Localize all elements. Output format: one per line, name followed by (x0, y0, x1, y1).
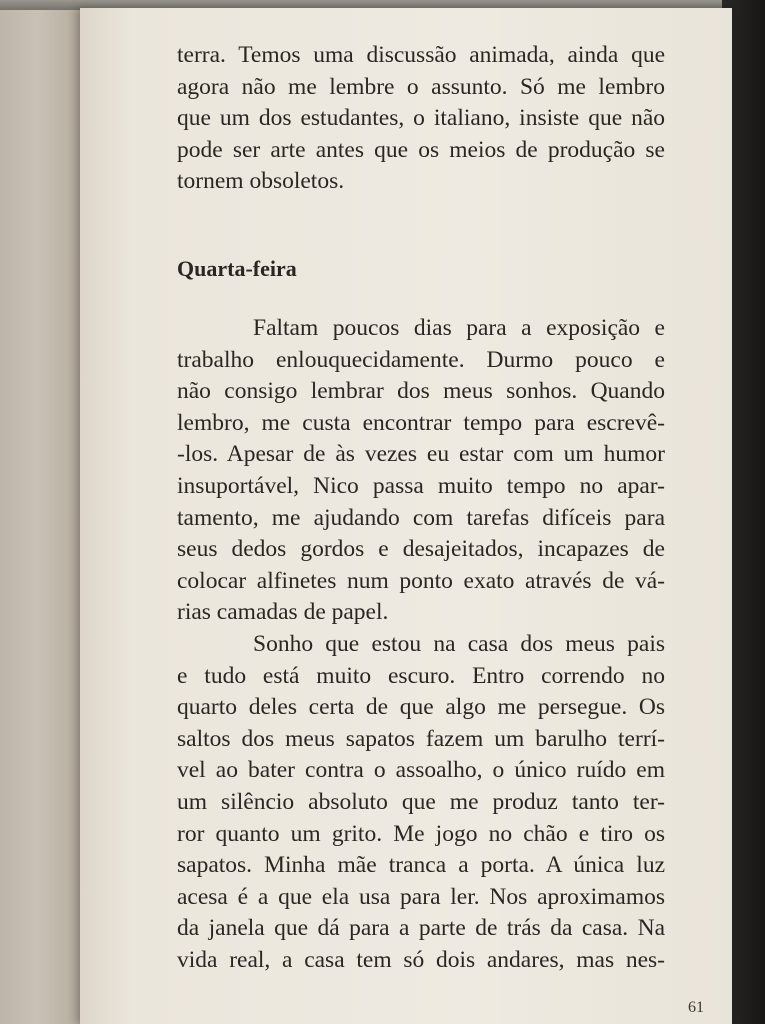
text-line: trabalho enlouquecidamente. Durmo pouco e (177, 346, 665, 373)
top-paragraph (177, 40, 665, 198)
text-line: colocar alfinetes num ponto exato através de vá- (177, 567, 665, 594)
page-number: 61 (688, 999, 704, 1016)
text-line: ror quanto um grito. Me jogo no chão e tiro os (177, 820, 665, 847)
text-line: quarto deles certa de que algo me persegue. Os (177, 694, 665, 721)
text-line: terra. Temos uma discussão animada, ainda que (177, 42, 665, 68)
text-line: pode ser arte antes que os meios de produção se (177, 136, 665, 163)
text-line: -los. Apesar de às vezes eu estar com um humor (177, 441, 665, 468)
text-line: tamento, me ajudando com tarefas difíceis para (177, 504, 665, 531)
text-line: seus dedos gordos e desajeitados, incapazes de (177, 536, 665, 563)
text-line: um silêncio absoluto que me produz tanto ter- (177, 788, 665, 815)
text-line: acesa é a que ela usa para ler. Nos aproximamos (177, 883, 665, 910)
text-line: vida real, a casa tem só dois andares, mas nes- (177, 946, 665, 973)
text-line: tornem obsoletos. (177, 168, 345, 195)
text-line: e tudo está muito escuro. Entro correndo no (177, 662, 665, 689)
text-line: Sonho que estou na casa dos meus pais (253, 630, 665, 657)
text-line: da janela que dá para a parte de trás da casa. Na (177, 915, 665, 942)
body-text (177, 313, 665, 976)
text-line: que um dos estudantes, o italiano, insiste que não (177, 105, 665, 132)
text-line: rias camadas de papel. (177, 599, 389, 626)
text-line: vel ao bater contra o assoalho, o único ruído em (177, 757, 665, 784)
text-line: sapatos. Minha mãe tranca a porta. A única luz (177, 852, 665, 879)
text-line: insuportável, Nico passa muito tempo no apar- (177, 472, 665, 499)
text-line: lembro, me custa encontrar tempo para escrevê- (177, 409, 665, 436)
text-line: Faltam poucos dias para a exposição e (253, 315, 665, 341)
text-line: agora não me lembre o assunto. Só me lembro (177, 73, 665, 100)
section-heading: Quarta-feira (177, 256, 297, 281)
text-line: saltos dos meus sapatos fazem um barulho terrí- (177, 725, 665, 752)
text-line: não consigo lembrar dos meus sonhos. Quando (177, 378, 665, 405)
